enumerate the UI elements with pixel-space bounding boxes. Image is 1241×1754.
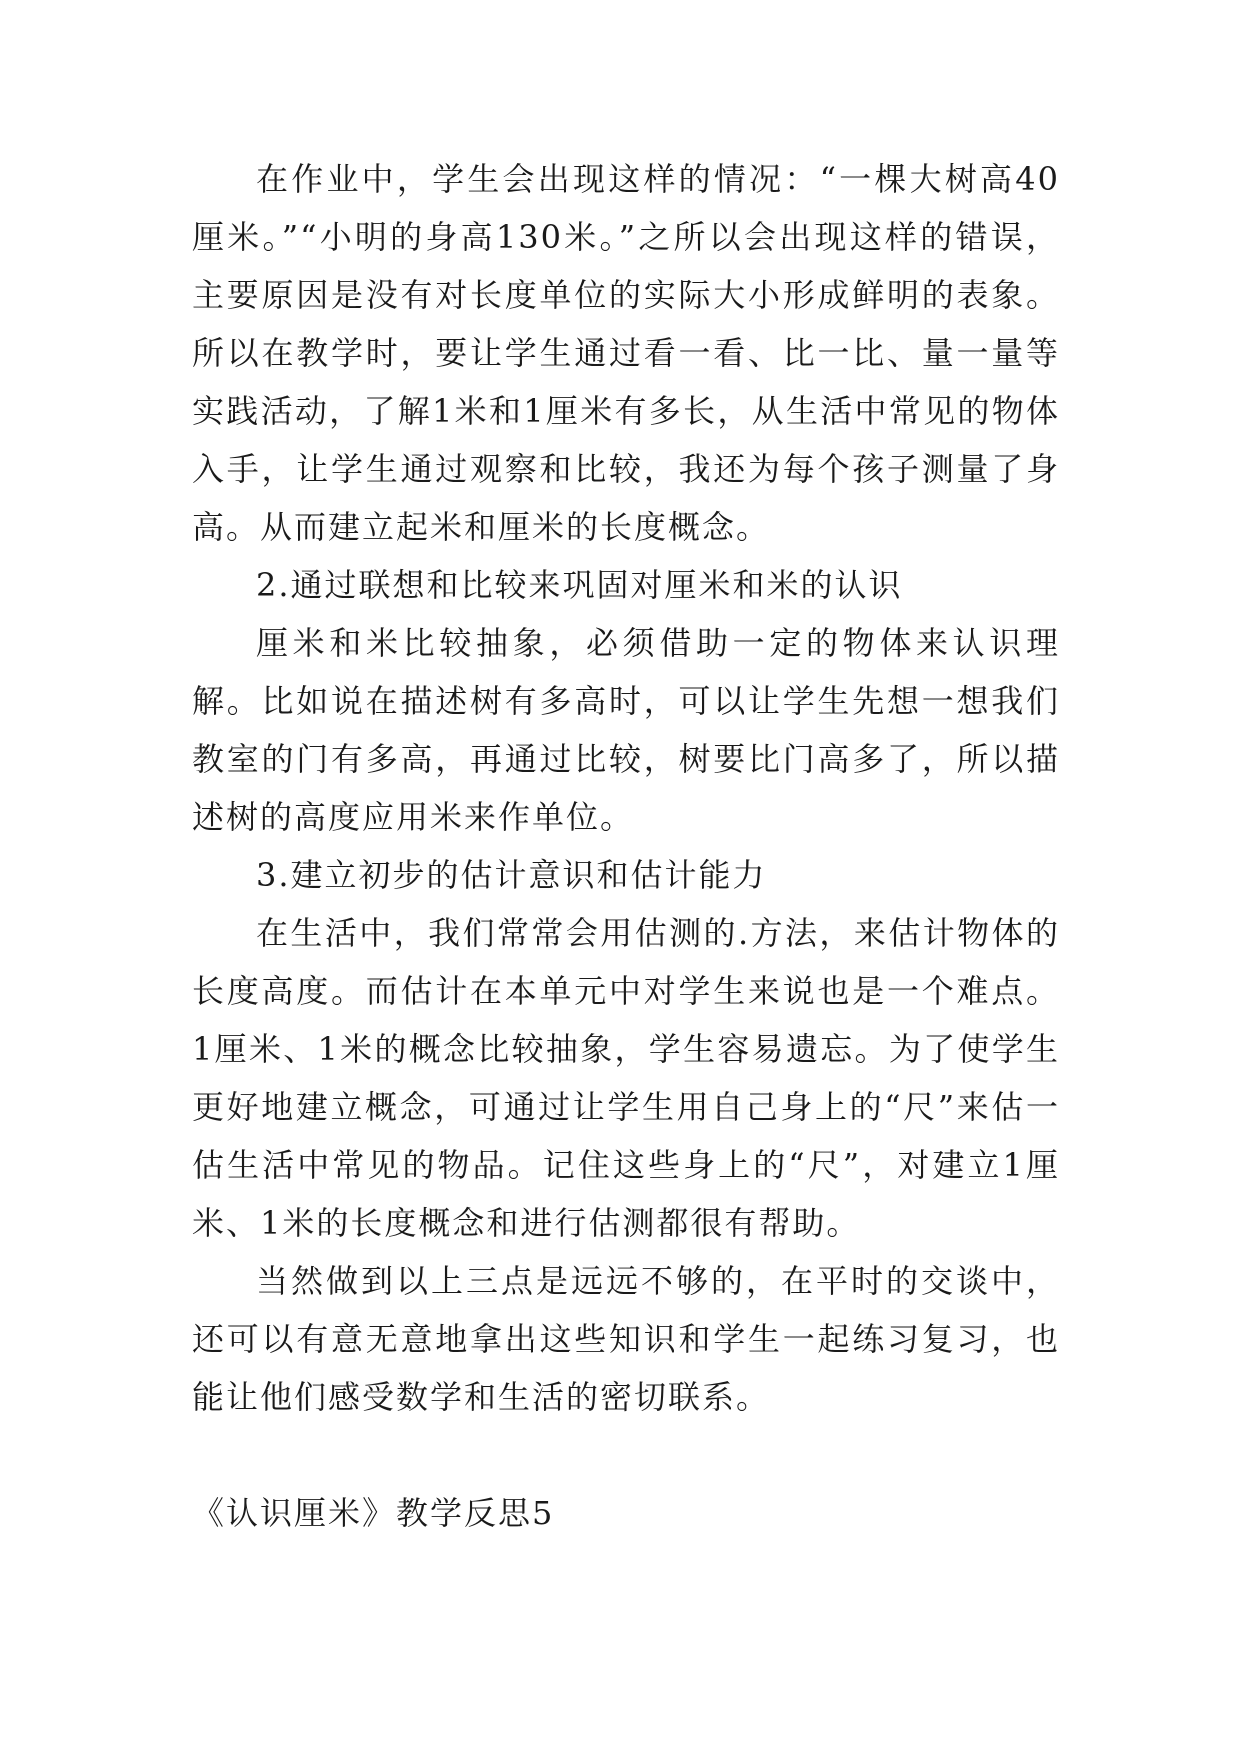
paragraph-conclusion: 当然做到以上三点是远远不够的，在平时的交谈中，还可以有意无意地拿出这些知识和学生一起练习复习，也能让他们感受数学和生活的密切联系。 bbox=[192, 1262, 1060, 1416]
paragraph-abstract-units: 厘米和米比较抽象，必须借助一定的物体来认识理解。比如说在描述树有多高时，可以让学生先想一想我们教室的门有多高，再通过比较，树要比门高多了，所以描述树的高度应用米来作单位。 bbox=[192, 624, 1060, 836]
section-title: 《认识厘米》教学反思5 bbox=[192, 1494, 555, 1532]
paragraph-homework-errors: 在作业中，学生会出现这样的情况：“一棵大树高40厘米。”“小明的身高130米。”之所以会出现这样的错误，主要原因是没有对长度单位的实际大小形成鲜明的表象。所以在教学时，要让学生通过看一看、比一比、量一量等实践活动，了解1米和1厘米有多长，从生活中常见的物体入手，让学生通过观察和比较，我还为每个孩子测量了身高。从而建立起米和厘米的长度概念。 bbox=[192, 160, 1060, 546]
paragraph-estimation-in-life: 在生活中，我们常常会用估测的.方法，来估计物体的长度高度。而估计在本单元中对学生来说也是一个难点。1厘米、1米的概念比较抽象，学生容易遗忘。为了使学生更好地建立概念，可通过让学生用自己身上的“尺”来估一估生活中常见的物品。记住这些身上的“尺”，对建立1厘米、1米的长度概念和进行估测都很有帮助。 bbox=[192, 914, 1060, 1242]
document-body bbox=[192, 150, 1060, 1426]
subheading-association-comparison: 2.通过联想和比较来巩固对厘米和米的认识 bbox=[256, 566, 903, 604]
subheading-estimation: 3.建立初步的估计意识和估计能力 bbox=[256, 856, 767, 894]
